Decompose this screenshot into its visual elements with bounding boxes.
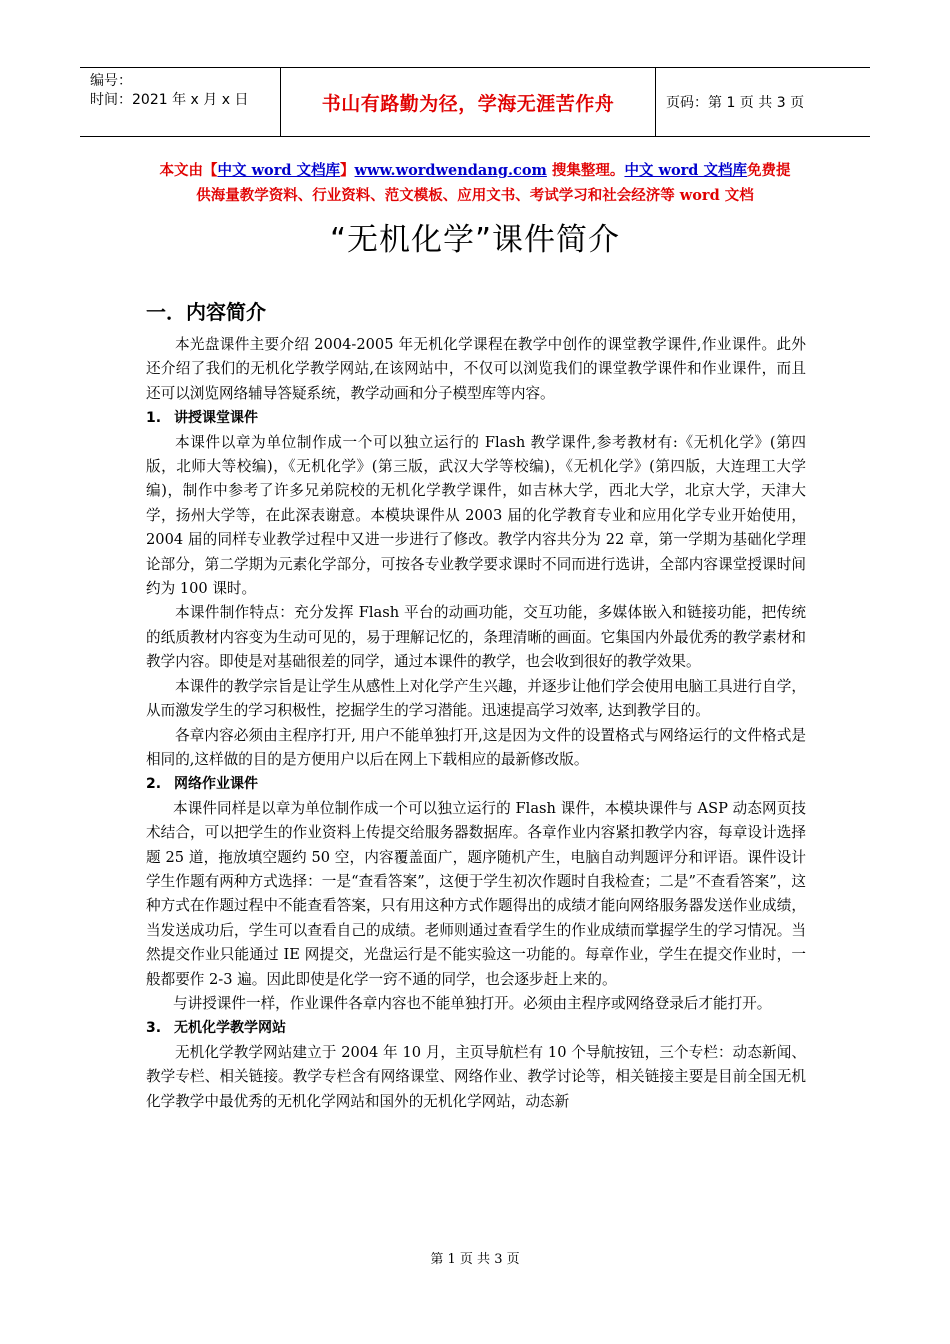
notice-text: 】 — [340, 162, 355, 179]
subsection-title: 讲授课堂课件 — [174, 410, 258, 427]
notice-text: 免费提 — [746, 162, 791, 179]
subsection-title: 网络作业课件 — [174, 776, 258, 793]
notice-text: 搜集整理。 — [546, 162, 625, 179]
header-motto: 书山有路勤为径，学海无涯苦作舟 — [281, 68, 656, 136]
subsection-number: 2. — [146, 776, 162, 793]
header-meta — [80, 68, 281, 136]
subsection-heading-3 — [146, 1016, 806, 1040]
source-notice — [130, 159, 820, 183]
page-header — [80, 67, 870, 137]
intro-paragraph: 本光盘课件主要介绍 2004-2005 年无机化学课程在教学中创作的课堂教学课件,作业课件。此外还介绍了我们的无机化学教学网站,在该网站中，不仅可以浏览我们的课堂教学课件和作业课件，而且还可以浏览网络辅导答疑系统，教学动画和分子模型库等内容。 — [146, 336, 806, 402]
paragraph: 本课件的教学宗旨是让学生从感性上对化学产生兴趣，并逐步让他们学会使用电脑工具进行自学，从而激发学生的学习积极性，挖掘学生的学习潜能。迅速提高学习效率, 达到教学目的。 — [146, 677, 806, 720]
subsection-number: 1. — [146, 410, 162, 427]
notice-site-name-link-2[interactable]: 中文 word 文档库 — [624, 162, 747, 179]
subsection-title: 无机化学教学网站 — [174, 1020, 286, 1037]
source-notice-line2: 供海量教学资料、行业资料、范文模板、应用文书、考试学习和社会经济等 word 文档 — [196, 187, 754, 204]
paragraph: 与讲授课件一样，作业课件各章内容也不能单独打开。必须由主程序或网络登录后才能打开。 — [173, 994, 772, 1012]
document-title: “无机化学”课件简介 — [329, 222, 621, 258]
subsection-number: 3. — [146, 1020, 162, 1037]
notice-url-link[interactable]: www.wordwendang.com — [354, 162, 547, 179]
page-footer: 第 1 页 共 3 页 — [430, 1252, 520, 1267]
subsection-heading-2 — [146, 772, 806, 796]
notice-text: 本文由【 — [159, 162, 218, 179]
subsection-heading-1 — [146, 406, 806, 430]
notice-site-name-link[interactable]: 中文 word 文档库 — [217, 162, 341, 179]
header-page-label: 页码：第 1 页 共 3 页 — [666, 95, 805, 111]
number-label: 编号： — [90, 73, 132, 89]
paragraph: 本课件以章为单位制作成一个可以独立运行的 Flash 教学课件,参考教材有:《无机化学》(第四版，北师大等校编)，《无机化学》(第三版，武汉大学等校编)，《无机化学》(第四版，大连理工大学编)，制作中参考了许多兄弟院校的无机化学教学课件，如吉林大学，西北大学，北京大学，天津大学，扬州大学等，在此深表谢意。本模块课件从 2003 届的化学教育专业和应用化学专业开始使用，2004 届的同样专业教学过程中又进一步进行了修改。教学内容共分为 22 章，第一学期为基础化学理论部分，第二学期为元素化学部分，可按各专业教学要求课时不同而进行选讲，全部内容课堂授课时间约为 100 课时。 — [146, 433, 806, 598]
paragraph: 本课件制作特点：充分发挥 Flash 平台的动画功能，交互功能，多媒体嵌入和链接功能，把传统的纸质教材内容变为生动可见的，易于理解记忆的，条理清晰的画面。它集国内外最优秀的教学素材和教学内容。即使是对基础很差的同学，通过本课件的教学，也会收到很好的教学效果。 — [146, 604, 806, 671]
section-heading: 一．内容简介 — [146, 300, 266, 324]
paragraph: 本课件同样是以章为单位制作成一个可以独立运行的 Flash 课件，本模块课件与 ASP 动态网页技术结合，可以把学生的作业资料上传提交给服务器数据库。各章作业内容紧扣教学内容，每章设计选择题 25 道，拖放填空题约 50 空，内容覆盖面广，题序随机产生，电脑自动判题评分和评语。课件设计学生作题有两种方式选择：一是“查看答案”，这便于学生初次作题时自我检查；二是”不查看答案”，这种方式在作题过程中不能查看答案，只有用这种方式作题得出的成绩才能向网络服务器发送作业成绩，当发送成功后，学生可以查看自己的成绩。老师则通过查看学生的作业成绩而掌握学生的学习情况。当然提交作业只能通过 IE 网提交，光盘运行是不能实验这一功能的。每章作业，学生在提交作业时，一般都要作 2-3 遍。因此即使是化学一窍不通的同学，也会逐步赶上来的。 — [146, 799, 806, 988]
paragraph: 无机化学教学网站建立于 2004 年 10 月，主页导航栏有 10 个导航按钮，三个专栏：动态新闻、教学专栏、相关链接。教学专栏含有网络课堂、网络作业、教学讨论等，相关链接主要是目前全国无机化学教学中最优秀的无机化学网站和国外的无机化学网站，动态新 — [146, 1043, 806, 1110]
document-body — [146, 333, 806, 1114]
time-label: 时间：2021 年 x 月 x 日 — [90, 92, 249, 108]
paragraph: 各章内容必须由主程序打开, 用户不能单独打开,这是因为文件的设置格式与网络运行的文件格式是相同的,这样做的目的是方便用户以后在网上下载相应的最新修改版。 — [146, 726, 806, 768]
